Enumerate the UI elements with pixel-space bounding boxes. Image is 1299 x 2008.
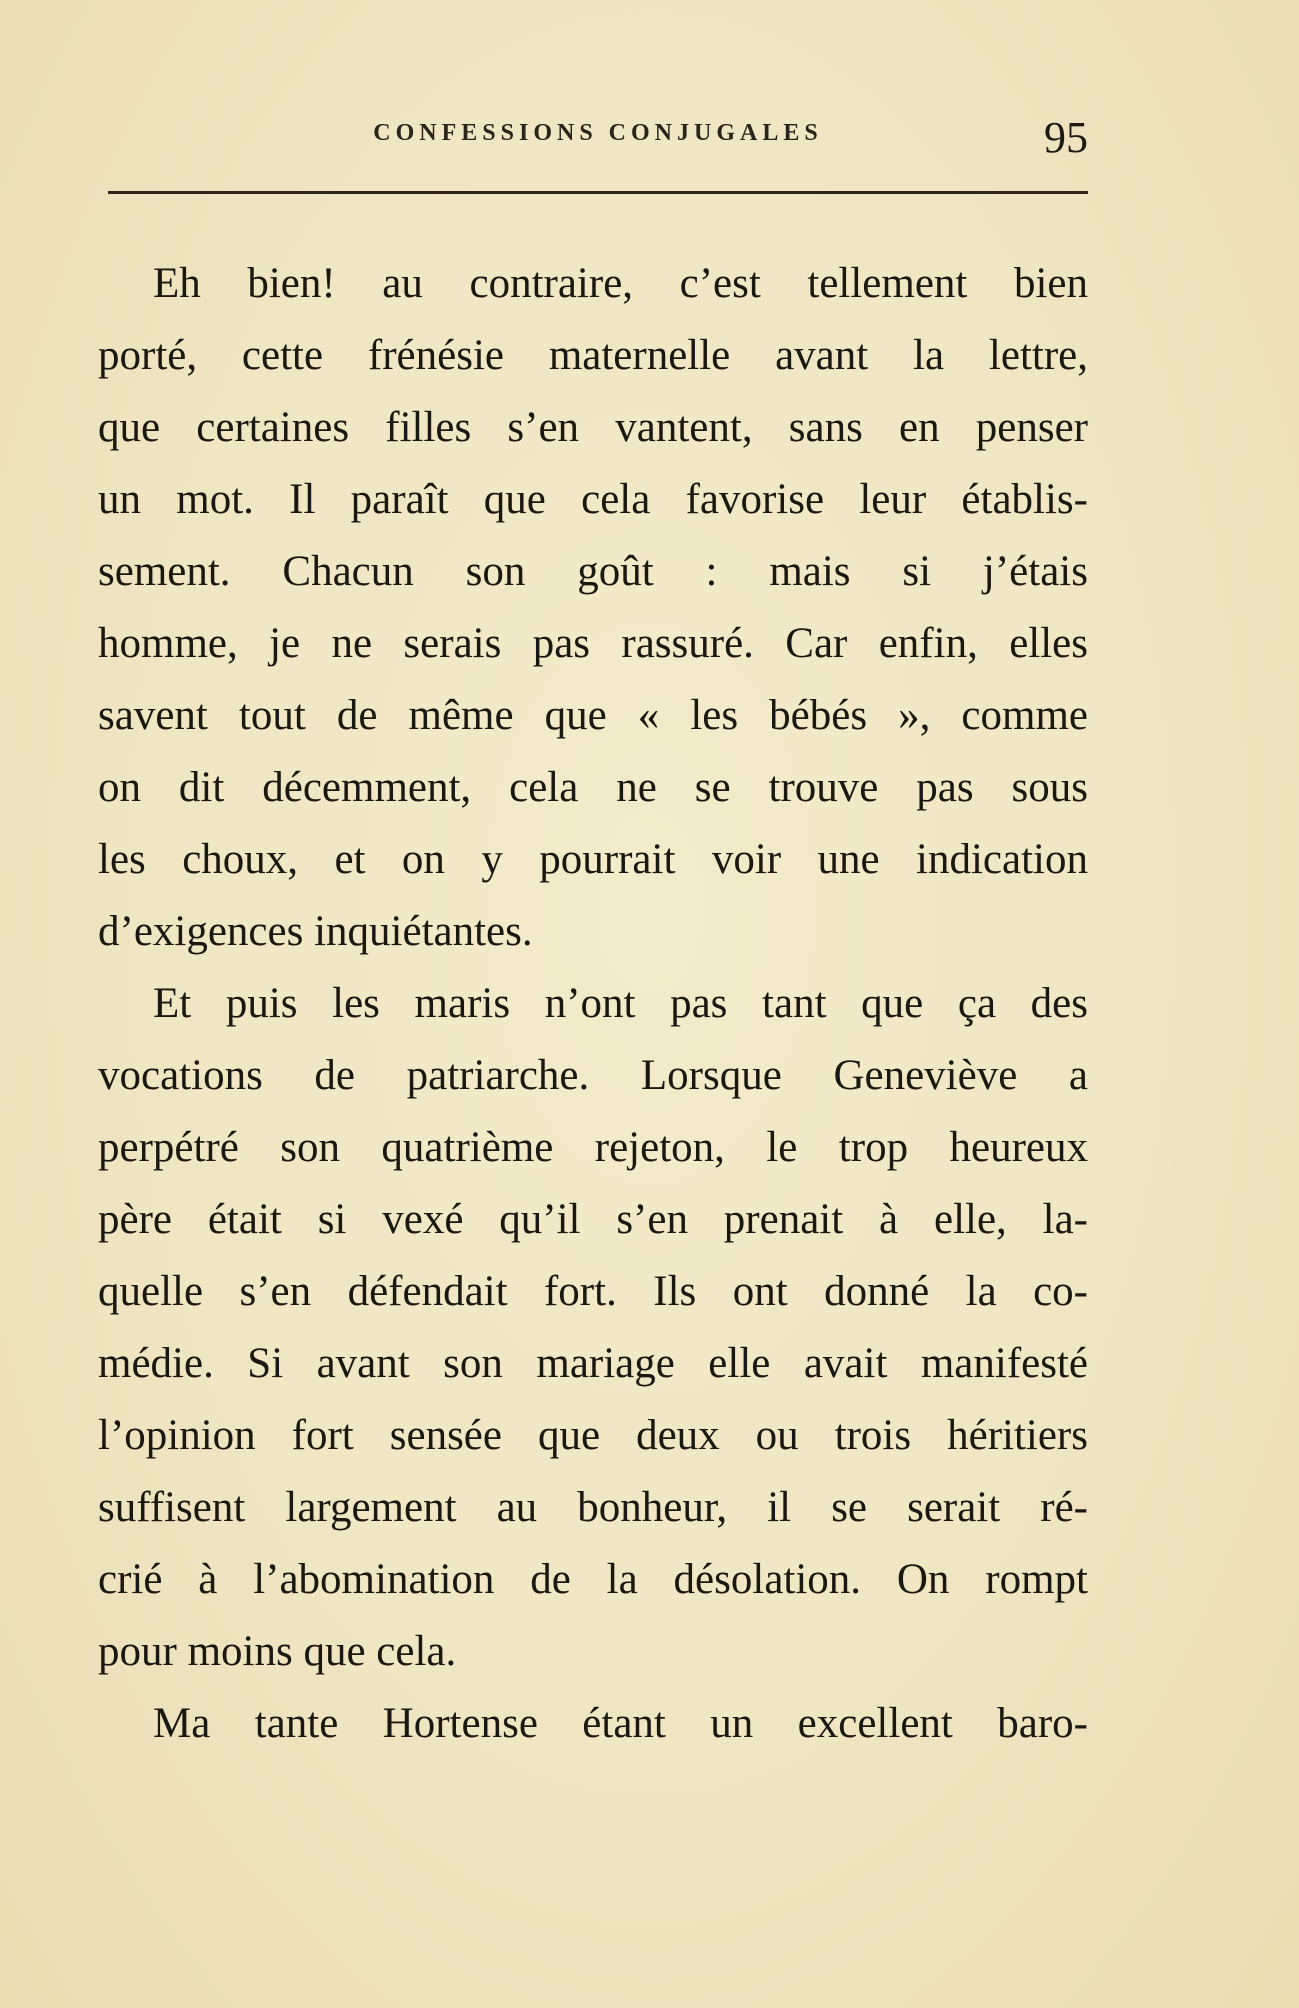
text-line: médie. Si avant son mariage elle avait manifesté (98, 1340, 1088, 1387)
running-title: CONFESSIONS CONJUGALES (373, 120, 823, 146)
text-line: les choux, et on y pourrait voir une indication (98, 836, 1088, 883)
text-line: sement. Chacun son goût : mais si j’étais (98, 548, 1088, 595)
body-text (98, 248, 1088, 1760)
text-line: d’exigences inquiétantes. (98, 908, 533, 955)
text-line: crié à l’abomination de la désolation. On rompt (98, 1556, 1088, 1603)
text-line: père était si vexé qu’il s’en prenait à elle, la- (98, 1196, 1088, 1243)
text-line: pour moins que cela. (98, 1628, 457, 1675)
text-line: Eh bien! au contraire, c’est tellement bien (153, 260, 1088, 307)
text-line: suffisent largement au bonheur, il se serait ré- (98, 1484, 1088, 1531)
page-number: 95 (1044, 113, 1088, 162)
text-line: vocations de patriarche. Lorsque Geneviève a (98, 1052, 1088, 1099)
text-line: porté, cette frénésie maternelle avant la lettre, (98, 332, 1088, 379)
running-header (108, 112, 1088, 162)
text-line: l’opinion fort sensée que deux ou trois héritiers (98, 1412, 1088, 1459)
text-line: homme, je ne serais pas rassuré. Car enfin, elles (98, 620, 1088, 667)
text-line: perpétré son quatrième rejeton, le trop heureux (98, 1124, 1088, 1171)
header-rule (108, 191, 1088, 194)
text-line: savent tout de même que « les bébés », comme (98, 692, 1088, 739)
text-line: Et puis les maris n’ont pas tant que ça des (153, 980, 1088, 1027)
text-line: quelle s’en défendait fort. Ils ont donné la co- (98, 1268, 1088, 1315)
text-line: on dit décemment, cela ne se trouve pas sous (98, 764, 1088, 811)
text-line: que certaines filles s’en vantent, sans en penser (98, 404, 1088, 451)
text-line: Ma tante Hortense étant un excellent baro- (153, 1700, 1088, 1747)
text-line: un mot. Il paraît que cela favorise leur établis- (98, 476, 1088, 523)
